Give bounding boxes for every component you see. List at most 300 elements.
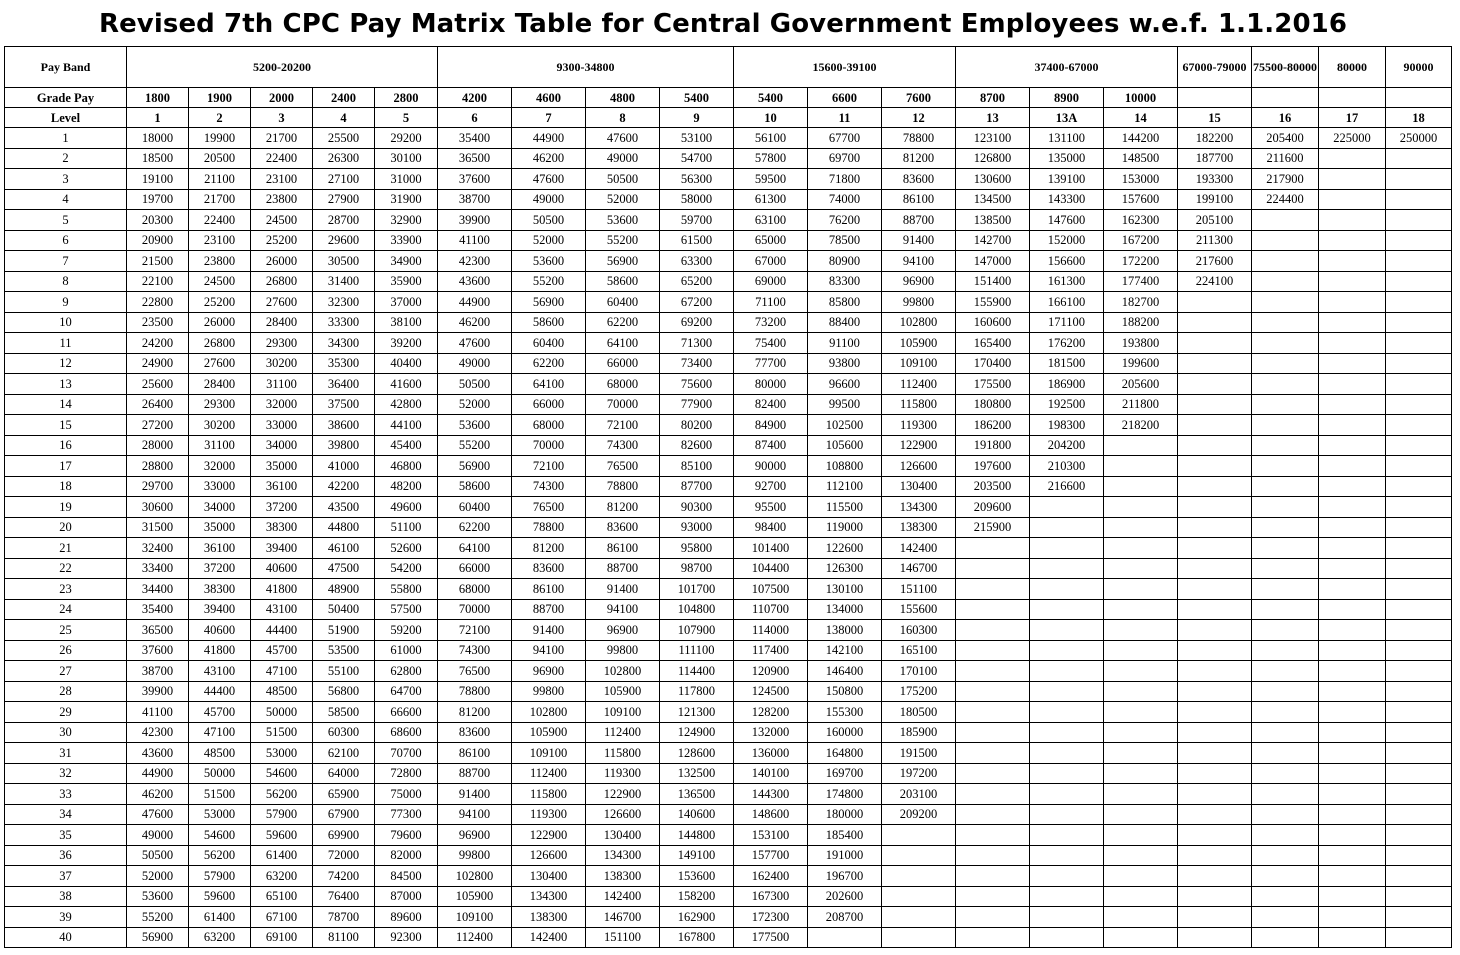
pay-cell: 98400: [734, 517, 808, 538]
pay-cell: [1319, 661, 1386, 682]
pay-cell: [1178, 312, 1252, 333]
pay-cell: 66600: [375, 702, 438, 723]
pay-cell: [1030, 763, 1104, 784]
table-row: [5, 681, 1452, 702]
pay-cell: 49600: [375, 497, 438, 518]
pay-cell: 21700: [251, 128, 313, 149]
pay-cell: 44900: [512, 128, 586, 149]
row-index-cell: 27: [5, 661, 127, 682]
pay-cell: 150800: [808, 681, 882, 702]
pay-cell: 87700: [660, 476, 734, 497]
row-index-cell: 11: [5, 333, 127, 354]
pay-cell: 26000: [251, 251, 313, 272]
row-index-cell: 26: [5, 640, 127, 661]
pay-cell: 104800: [660, 599, 734, 620]
pay-cell: 203100: [882, 784, 956, 805]
pay-cell: 33000: [189, 476, 251, 497]
pay-cell: 81200: [882, 148, 956, 169]
pay-cell: 27200: [127, 415, 189, 436]
pay-cell: 67900: [313, 804, 375, 825]
pay-cell: 175500: [956, 374, 1030, 395]
pay-cell: [1252, 517, 1319, 538]
pay-cell: [1104, 866, 1178, 887]
pay-cell: 29600: [313, 230, 375, 251]
pay-cell: 84500: [375, 866, 438, 887]
pay-cell: 120900: [734, 661, 808, 682]
pay-cell: 50500: [127, 845, 189, 866]
pay-cell: 74300: [586, 435, 660, 456]
pay-cell: 50500: [438, 374, 512, 395]
pay-cell: 128200: [734, 702, 808, 723]
pay-cell: [1178, 620, 1252, 641]
pay-cell: 26400: [127, 394, 189, 415]
pay-cell: [1252, 907, 1319, 928]
pay-cell: 131100: [1030, 128, 1104, 149]
pay-cell: 22800: [127, 292, 189, 313]
pay-cell: 59600: [189, 886, 251, 907]
pay-cell: 161300: [1030, 271, 1104, 292]
pay-cell: 24200: [127, 333, 189, 354]
pay-cell: [1252, 271, 1319, 292]
grade-pay-cell: 8700: [956, 88, 1030, 108]
pay-cell: 65200: [660, 271, 734, 292]
pay-cell: [1252, 538, 1319, 559]
pay-cell: 83600: [882, 169, 956, 190]
pay-cell: 37600: [438, 169, 512, 190]
pay-cell: 128600: [660, 743, 734, 764]
pay-cell: 18500: [127, 148, 189, 169]
pay-cell: [1252, 681, 1319, 702]
level-header: 2: [189, 108, 251, 128]
pay-cell: 55200: [586, 230, 660, 251]
pay-cell: 41000: [313, 456, 375, 477]
table-row: [5, 271, 1452, 292]
grade-pay-row: [5, 88, 1452, 108]
pay-cell: 130400: [882, 476, 956, 497]
pay-cell: 37500: [313, 394, 375, 415]
pay-cell: 77700: [734, 353, 808, 374]
row-index-cell: 40: [5, 927, 127, 948]
pay-cell: 109100: [438, 907, 512, 928]
pay-cell: [1178, 599, 1252, 620]
pay-cell: [1386, 292, 1452, 313]
pay-cell: [1386, 886, 1452, 907]
row-index-cell: 4: [5, 189, 127, 210]
pay-cell: 66000: [512, 394, 586, 415]
pay-cell: 31100: [189, 435, 251, 456]
pay-cell: 142100: [808, 640, 882, 661]
pay-cell: 47100: [189, 722, 251, 743]
pay-cell: 34000: [189, 497, 251, 518]
pay-cell: 43600: [127, 743, 189, 764]
pay-cell: [1104, 435, 1178, 456]
pay-cell: 27600: [189, 353, 251, 374]
level-header: 3: [251, 108, 313, 128]
pay-cell: 153000: [1104, 169, 1178, 190]
pay-cell: [1178, 702, 1252, 723]
pay-cell: [1319, 927, 1386, 948]
pay-cell: [1178, 681, 1252, 702]
pay-cell: 28400: [189, 374, 251, 395]
pay-cell: [1104, 784, 1178, 805]
pay-cell: [1386, 251, 1452, 272]
pay-cell: 177400: [1104, 271, 1178, 292]
pay-cell: 81200: [512, 538, 586, 559]
table-row: [5, 517, 1452, 538]
pay-cell: 119300: [586, 763, 660, 784]
pay-cell: 20500: [189, 148, 251, 169]
pay-cell: 81200: [586, 497, 660, 518]
pay-cell: [1030, 620, 1104, 641]
pay-cell: 54600: [189, 825, 251, 846]
pay-cell: [1319, 866, 1386, 887]
grade-pay-cell: 4800: [586, 88, 660, 108]
pay-cell: [1386, 579, 1452, 600]
pay-cell: 62200: [512, 353, 586, 374]
pay-cell: 44100: [375, 415, 438, 436]
pay-cell: 99800: [882, 292, 956, 313]
pay-cell: 102800: [438, 866, 512, 887]
pay-cell: 79600: [375, 825, 438, 846]
pay-cell: 76500: [586, 456, 660, 477]
grade-pay-cell: 2000: [251, 88, 313, 108]
pay-cell: [1252, 722, 1319, 743]
pay-cell: 38600: [313, 415, 375, 436]
pay-cell: 165400: [956, 333, 1030, 354]
pay-cell: 55800: [375, 579, 438, 600]
pay-cell: 187700: [1178, 148, 1252, 169]
pay-cell: 117800: [660, 681, 734, 702]
pay-cell: 114000: [734, 620, 808, 641]
table-row: [5, 435, 1452, 456]
pay-cell: 38700: [127, 661, 189, 682]
pay-cell: [1386, 497, 1452, 518]
pay-cell: 33000: [251, 415, 313, 436]
pay-cell: [956, 845, 1030, 866]
pay-cell: 95500: [734, 497, 808, 518]
pay-cell: 43600: [438, 271, 512, 292]
pay-cell: 33400: [127, 558, 189, 579]
pay-cell: 27100: [313, 169, 375, 190]
pay-cell: [956, 763, 1030, 784]
pay-cell: [1178, 866, 1252, 887]
pay-cell: [1386, 476, 1452, 497]
table-row: [5, 292, 1452, 313]
pay-cell: [1386, 435, 1452, 456]
pay-cell: 91400: [586, 579, 660, 600]
pay-cell: 167200: [1104, 230, 1178, 251]
pay-cell: [1252, 702, 1319, 723]
pay-cell: 67700: [808, 128, 882, 149]
pay-cell: 109100: [882, 353, 956, 374]
pay-cell: 75000: [375, 784, 438, 805]
pay-cell: 147600: [1030, 210, 1104, 231]
row-index-cell: 32: [5, 763, 127, 784]
pay-cell: 88700: [586, 558, 660, 579]
pay-cell: 82400: [734, 394, 808, 415]
table-row: [5, 927, 1452, 948]
pay-cell: 84900: [734, 415, 808, 436]
pay-cell: 58000: [660, 189, 734, 210]
pay-cell: [1030, 866, 1104, 887]
pay-cell: [1386, 927, 1452, 948]
pay-cell: 20300: [127, 210, 189, 231]
pay-band-label: Pay Band: [5, 47, 127, 88]
pay-cell: 82000: [375, 845, 438, 866]
pay-cell: [1319, 825, 1386, 846]
pay-cell: [1252, 292, 1319, 313]
table-row: [5, 476, 1452, 497]
table-row: [5, 886, 1452, 907]
row-index-cell: 25: [5, 620, 127, 641]
pay-cell: 205600: [1104, 374, 1178, 395]
pay-cell: [1104, 620, 1178, 641]
pay-cell: 45400: [375, 435, 438, 456]
pay-cell: 64100: [438, 538, 512, 559]
pay-cell: 83600: [586, 517, 660, 538]
pay-cell: 68600: [375, 722, 438, 743]
pay-cell: [1319, 763, 1386, 784]
pay-cell: 32900: [375, 210, 438, 231]
pay-cell: 130400: [586, 825, 660, 846]
pay-cell: 162400: [734, 866, 808, 887]
pay-cell: 44900: [438, 292, 512, 313]
pay-cell: 149100: [660, 845, 734, 866]
pay-cell: 122900: [882, 435, 956, 456]
pay-cell: 122900: [512, 825, 586, 846]
pay-cell: [1386, 558, 1452, 579]
pay-cell: 146700: [586, 907, 660, 928]
pay-cell: 92700: [734, 476, 808, 497]
pay-cell: 52000: [438, 394, 512, 415]
grade-pay-cell: 8900: [1030, 88, 1104, 108]
pay-cell: [1386, 825, 1452, 846]
pay-cell: 22400: [251, 148, 313, 169]
pay-cell: 46200: [127, 784, 189, 805]
pay-cell: 181500: [1030, 353, 1104, 374]
pay-cell: 155300: [808, 702, 882, 723]
pay-cell: 172200: [1104, 251, 1178, 272]
pay-cell: 86100: [438, 743, 512, 764]
pay-cell: [1178, 886, 1252, 907]
grade-pay-cell: 2400: [313, 88, 375, 108]
pay-cell: [1252, 886, 1319, 907]
pay-cell: 211800: [1104, 394, 1178, 415]
pay-cell: 170100: [882, 661, 956, 682]
pay-cell: 138300: [512, 907, 586, 928]
pay-cell: 38100: [375, 312, 438, 333]
pay-cell: 115800: [882, 394, 956, 415]
pay-cell: [1252, 415, 1319, 436]
pay-cell: 193800: [1104, 333, 1178, 354]
pay-cell: 42300: [127, 722, 189, 743]
pay-cell: [1319, 681, 1386, 702]
pay-cell: [1386, 804, 1452, 825]
pay-cell: 28800: [127, 456, 189, 477]
pay-cell: [1178, 538, 1252, 559]
pay-cell: 102500: [808, 415, 882, 436]
pay-cell: 44800: [313, 517, 375, 538]
pay-cell: 142700: [956, 230, 1030, 251]
pay-cell: 182700: [1104, 292, 1178, 313]
pay-cell: [1319, 784, 1386, 805]
pay-cell: 57900: [189, 866, 251, 887]
pay-cell: 68000: [586, 374, 660, 395]
level-header: 1: [127, 108, 189, 128]
pay-cell: [1319, 312, 1386, 333]
pay-cell: 76500: [438, 661, 512, 682]
pay-cell: [956, 620, 1030, 641]
row-index-cell: 29: [5, 702, 127, 723]
pay-cell: 50500: [512, 210, 586, 231]
pay-cell: 62200: [586, 312, 660, 333]
grade-pay-cell: 6600: [808, 88, 882, 108]
pay-cell: 31100: [251, 374, 313, 395]
pay-cell: 114400: [660, 661, 734, 682]
pay-cell: 78700: [313, 907, 375, 928]
pay-cell: 157600: [1104, 189, 1178, 210]
pay-cell: 136000: [734, 743, 808, 764]
pay-cell: [1104, 517, 1178, 538]
pay-cell: 90000: [734, 456, 808, 477]
table-row: [5, 148, 1452, 169]
pay-cell: 142400: [882, 538, 956, 559]
pay-cell: 70000: [512, 435, 586, 456]
pay-cell: 73400: [660, 353, 734, 374]
pay-cell: 44900: [127, 763, 189, 784]
pay-cell: 117400: [734, 640, 808, 661]
pay-cell: [1252, 210, 1319, 231]
pay-cell: [1030, 661, 1104, 682]
row-index-cell: 39: [5, 907, 127, 928]
pay-cell: 51500: [251, 722, 313, 743]
table-row: [5, 353, 1452, 374]
pay-cell: 53600: [586, 210, 660, 231]
level-header: 11: [808, 108, 882, 128]
pay-cell: 115800: [512, 784, 586, 805]
pay-cell: 42800: [375, 394, 438, 415]
pay-cell: 18000: [127, 128, 189, 149]
pay-cell: 29300: [251, 333, 313, 354]
pay-cell: [882, 907, 956, 928]
table-row: [5, 866, 1452, 887]
pay-cell: 186200: [956, 415, 1030, 436]
pay-cell: 38700: [438, 189, 512, 210]
pay-cell: [1178, 394, 1252, 415]
pay-cell: 87000: [375, 886, 438, 907]
table-row: [5, 743, 1452, 764]
row-index-cell: 13: [5, 374, 127, 395]
pay-cell: 64100: [586, 333, 660, 354]
pay-cell: [1178, 661, 1252, 682]
pay-cell: [1030, 681, 1104, 702]
pay-cell: 96900: [438, 825, 512, 846]
pay-cell: [956, 579, 1030, 600]
pay-cell: 46200: [438, 312, 512, 333]
pay-cell: 73200: [734, 312, 808, 333]
row-index-cell: 18: [5, 476, 127, 497]
grade-pay-cell: 1800: [127, 88, 189, 108]
table-row: [5, 579, 1452, 600]
pay-cell: 130600: [956, 169, 1030, 190]
pay-cell: 112400: [438, 927, 512, 948]
pay-cell: 135000: [1030, 148, 1104, 169]
table-row: [5, 374, 1452, 395]
pay-cell: [1030, 722, 1104, 743]
grade-pay-cell: [1252, 88, 1319, 108]
pay-cell: [1030, 702, 1104, 723]
pay-cell: 72100: [512, 456, 586, 477]
pay-cell: [1178, 374, 1252, 395]
pay-cell: 155600: [882, 599, 956, 620]
pay-cell: 138500: [956, 210, 1030, 231]
pay-cell: 29200: [375, 128, 438, 149]
pay-cell: 77300: [375, 804, 438, 825]
pay-cell: 74000: [808, 189, 882, 210]
pay-cell: [1178, 722, 1252, 743]
pay-cell: 26800: [251, 271, 313, 292]
pay-cell: 60400: [512, 333, 586, 354]
pay-cell: [1319, 497, 1386, 518]
table-row: [5, 312, 1452, 333]
level-header: 8: [586, 108, 660, 128]
pay-cell: 45700: [251, 640, 313, 661]
pay-cell: [1386, 271, 1452, 292]
level-header: 13: [956, 108, 1030, 128]
pay-cell: 105900: [882, 333, 956, 354]
pay-cell: 34900: [375, 251, 438, 272]
pay-cell: 44400: [189, 681, 251, 702]
pay-cell: 52000: [586, 189, 660, 210]
pay-cell: [1319, 374, 1386, 395]
pay-cell: [1104, 681, 1178, 702]
pay-cell: [1386, 538, 1452, 559]
pay-cell: [1319, 169, 1386, 190]
pay-cell: [1104, 497, 1178, 518]
pay-cell: 91400: [512, 620, 586, 641]
pay-cell: 56200: [189, 845, 251, 866]
pay-cell: 55200: [127, 907, 189, 928]
row-index-cell: 17: [5, 456, 127, 477]
pay-cell: 105600: [808, 435, 882, 456]
pay-cell: [1252, 251, 1319, 272]
table-row: [5, 640, 1452, 661]
pay-cell: 24500: [251, 210, 313, 231]
pay-cell: 225000: [1319, 128, 1386, 149]
pay-cell: [1252, 394, 1319, 415]
pay-cell: 39900: [438, 210, 512, 231]
pay-cell: 61300: [734, 189, 808, 210]
pay-cell: 78800: [438, 681, 512, 702]
pay-cell: 59600: [251, 825, 313, 846]
pay-cell: 71800: [808, 169, 882, 190]
pay-cell: 25200: [251, 230, 313, 251]
pay-cell: [1104, 804, 1178, 825]
pay-cell: 70000: [586, 394, 660, 415]
pay-cell: 96600: [808, 374, 882, 395]
grade-pay-cell: 7600: [882, 88, 956, 108]
pay-cell: [1030, 784, 1104, 805]
pay-cell: [1386, 640, 1452, 661]
pay-cell: 134300: [512, 886, 586, 907]
pay-cell: [1386, 333, 1452, 354]
pay-cell: [956, 681, 1030, 702]
pay-cell: 146700: [882, 558, 956, 579]
pay-cell: 30100: [375, 148, 438, 169]
pay-cell: 75600: [660, 374, 734, 395]
pay-cell: 19100: [127, 169, 189, 190]
pay-cell: [1319, 907, 1386, 928]
